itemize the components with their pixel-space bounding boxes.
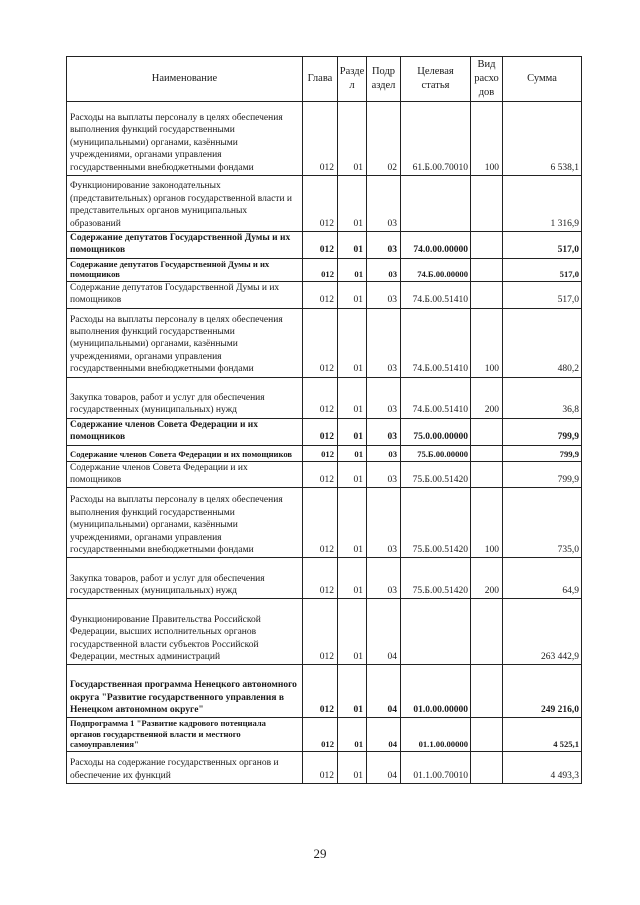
cell-podrazdel: 03 [367, 258, 401, 281]
cell-glava: 012 [303, 558, 338, 599]
cell-sum: 480,2 [503, 308, 582, 377]
cell-glava: 012 [303, 232, 338, 259]
cell-name: Закупка товаров, работ и услуг для обеспечения государственных (муниципальных) нужд [67, 377, 303, 418]
cell-razdel: 01 [338, 445, 367, 461]
cell-razdel: 01 [338, 751, 367, 783]
cell-name: Государственная программа Ненецкого автономного округа "Развитие государственного управления в Ненецком автономном округе" [67, 665, 303, 718]
header-glava: Глава [303, 57, 338, 102]
cell-podrazdel: 04 [367, 718, 401, 752]
cell-vid [471, 599, 503, 665]
cell-glava: 012 [303, 102, 338, 176]
table-row [67, 445, 582, 461]
header-target: Целевая статья [401, 57, 471, 102]
cell-glava: 012 [303, 718, 338, 752]
cell-glava: 012 [303, 599, 338, 665]
cell-name: Расходы на содержание государственных органов и обеспечение их функций [67, 751, 303, 783]
cell-target: 01.1.00.00000 [401, 718, 471, 752]
table-row [67, 258, 582, 281]
table-row [67, 599, 582, 665]
cell-razdel: 01 [338, 718, 367, 752]
cell-name: Содержание депутатов Государственной Думы и их помощников [67, 281, 303, 308]
cell-name: Функционирование законодательных (представительных) органов государственной власти и представительных органов муниципальных образований [67, 176, 303, 232]
cell-podrazdel: 03 [367, 461, 401, 488]
cell-sum: 4 525,1 [503, 718, 582, 752]
cell-target [401, 176, 471, 232]
table-row [67, 665, 582, 718]
table-row [67, 558, 582, 599]
cell-name: Функционирование Правительства Российской Федерации, высших исполнительных органов государственной власти субъектов Российской Федерации, местных администраций [67, 599, 303, 665]
cell-razdel: 01 [338, 176, 367, 232]
cell-name: Расходы на выплаты персоналу в целях обеспечения выполнения функций государственными (муниципальными) органами, казёнными учреждениями, органами управления государственными внебюджетными фондами [67, 308, 303, 377]
cell-glava: 012 [303, 176, 338, 232]
page-number: 29 [313, 846, 327, 861]
header-name: Наименование [67, 57, 303, 102]
table-row [67, 102, 582, 176]
cell-sum: 249 216,0 [503, 665, 582, 718]
cell-target: 75.Б.00.51420 [401, 488, 471, 558]
cell-glava: 012 [303, 751, 338, 783]
cell-sum: 36,8 [503, 377, 582, 418]
cell-podrazdel: 04 [367, 751, 401, 783]
cell-razdel: 01 [338, 461, 367, 488]
cell-target: 75.Б.00.51420 [401, 461, 471, 488]
cell-podrazdel: 03 [367, 377, 401, 418]
cell-sum: 4 493,3 [503, 751, 582, 783]
cell-podrazdel: 04 [367, 599, 401, 665]
cell-sum: 1 316,9 [503, 176, 582, 232]
table-row [67, 488, 582, 558]
cell-podrazdel: 03 [367, 488, 401, 558]
table-row [67, 281, 582, 308]
cell-sum: 64,9 [503, 558, 582, 599]
cell-sum: 799,9 [503, 461, 582, 488]
cell-vid: 100 [471, 488, 503, 558]
cell-target: 74.Б.00.00000 [401, 258, 471, 281]
table-body [67, 102, 582, 784]
cell-podrazdel: 03 [367, 558, 401, 599]
cell-glava: 012 [303, 377, 338, 418]
cell-target: 75.0.00.00000 [401, 418, 471, 445]
cell-target [401, 599, 471, 665]
cell-razdel: 01 [338, 488, 367, 558]
table-row [67, 718, 582, 752]
table-row [67, 751, 582, 783]
cell-razdel: 01 [338, 418, 367, 445]
cell-target: 74.Б.00.51410 [401, 308, 471, 377]
cell-sum: 517,0 [503, 281, 582, 308]
cell-sum: 6 538,1 [503, 102, 582, 176]
cell-podrazdel: 03 [367, 418, 401, 445]
cell-razdel: 01 [338, 281, 367, 308]
cell-vid [471, 718, 503, 752]
cell-target: 75.Б.00.51420 [401, 558, 471, 599]
cell-name: Расходы на выплаты персоналу в целях обеспечения выполнения функций государственными (муниципальными) органами, казёнными учреждениями, органами управления государственными внебюджетными фондами [67, 102, 303, 176]
cell-target: 01.0.00.00000 [401, 665, 471, 718]
cell-name: Содержание членов Совета Федерации и их помощников [67, 418, 303, 445]
cell-vid [471, 176, 503, 232]
cell-vid [471, 751, 503, 783]
cell-target: 74.Б.00.51410 [401, 281, 471, 308]
cell-podrazdel: 03 [367, 281, 401, 308]
header-razdel: Разде л [338, 57, 367, 102]
cell-podrazdel: 03 [367, 445, 401, 461]
table-row [67, 418, 582, 445]
cell-target: 75.Б.00.00000 [401, 445, 471, 461]
cell-razdel: 01 [338, 308, 367, 377]
table-header-row [67, 57, 582, 102]
cell-glava: 012 [303, 488, 338, 558]
cell-razdel: 01 [338, 377, 367, 418]
cell-vid: 100 [471, 102, 503, 176]
cell-name: Содержание депутатов Государственной Думы и их помощников [67, 258, 303, 281]
cell-vid [471, 232, 503, 259]
table-row [67, 308, 582, 377]
cell-vid: 100 [471, 308, 503, 377]
header-vid: Вид расхо дов [471, 57, 503, 102]
cell-sum: 517,0 [503, 258, 582, 281]
cell-razdel: 01 [338, 232, 367, 259]
table-row [67, 176, 582, 232]
cell-name: Содержание членов Совета Федерации и их помощников [67, 445, 303, 461]
cell-vid [471, 665, 503, 718]
table-row [67, 461, 582, 488]
cell-podrazdel: 03 [367, 232, 401, 259]
cell-name: Подпрограмма 1 "Развитие кадрового потенциала органов государственной власти и местного самоуправления" [67, 718, 303, 752]
cell-razdel: 01 [338, 665, 367, 718]
cell-vid: 200 [471, 377, 503, 418]
cell-podrazdel: 03 [367, 308, 401, 377]
cell-razdel: 01 [338, 102, 367, 176]
cell-vid [471, 281, 503, 308]
cell-name: Содержание депутатов Государственной Думы и их помощников [67, 232, 303, 259]
cell-glava: 012 [303, 665, 338, 718]
cell-razdel: 01 [338, 599, 367, 665]
header-podrazdel: Подр аздел [367, 57, 401, 102]
cell-podrazdel: 02 [367, 102, 401, 176]
table-row [67, 232, 582, 259]
cell-vid [471, 461, 503, 488]
table-row [67, 377, 582, 418]
cell-sum: 263 442,9 [503, 599, 582, 665]
cell-glava: 012 [303, 281, 338, 308]
cell-target: 01.1.00.70010 [401, 751, 471, 783]
cell-podrazdel: 03 [367, 176, 401, 232]
cell-vid [471, 418, 503, 445]
header-sum: Сумма [503, 57, 582, 102]
cell-vid [471, 258, 503, 281]
cell-glava: 012 [303, 258, 338, 281]
cell-podrazdel: 04 [367, 665, 401, 718]
cell-sum: 799,9 [503, 445, 582, 461]
cell-glava: 012 [303, 418, 338, 445]
cell-razdel: 01 [338, 558, 367, 599]
cell-sum: 799,9 [503, 418, 582, 445]
cell-sum: 517,0 [503, 232, 582, 259]
cell-target: 61.Б.00.70010 [401, 102, 471, 176]
cell-target: 74.Б.00.51410 [401, 377, 471, 418]
cell-glava: 012 [303, 461, 338, 488]
cell-vid: 200 [471, 558, 503, 599]
cell-glava: 012 [303, 308, 338, 377]
budget-table [66, 56, 582, 784]
cell-target: 74.0.00.00000 [401, 232, 471, 259]
cell-name: Закупка товаров, работ и услуг для обеспечения государственных (муниципальных) нужд [67, 558, 303, 599]
cell-name: Расходы на выплаты персоналу в целях обеспечения выполнения функций государственными (муниципальными) органами, казёнными учреждениями, органами управления государственными внебюджетными фондами [67, 488, 303, 558]
cell-name: Содержание членов Совета Федерации и их помощников [67, 461, 303, 488]
cell-razdel: 01 [338, 258, 367, 281]
cell-glava: 012 [303, 445, 338, 461]
cell-sum: 735,0 [503, 488, 582, 558]
cell-vid [471, 445, 503, 461]
